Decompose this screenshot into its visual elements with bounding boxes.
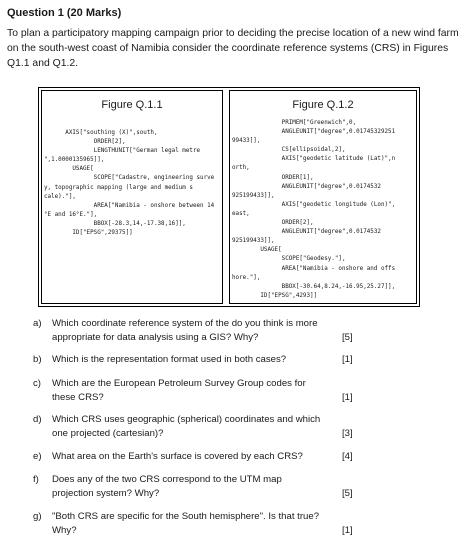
question-marks: [1] [342,524,353,536]
question-letter: a) [33,318,42,329]
figure-q1-2-code: PRIMEM["Greenwich",0, ANGLEUNIT["degree",0.01745329251 99433]], CS[ellipsoidal,2], AXIS["geodetic latitude (Lat)",n orth, ORDER[1], ANGLEUNIT["degree",0.0174532 925199433]], AXIS["geodetic longitude (Lon)", east, ORDER[2], ANGLEUNIT["degree",0.0174532 925199433]], USAGE[ SCOPE["Geodesy."], AREA["Namibia - onshore and offs hore."], BBOX[-30.64,8.24,-16.95,25.27]], ID["EPSG",4293]] [232,120,396,299]
question-letter: c) [33,378,41,389]
question-text: Which CRS uses geographic (spherical) coordinates and which one projected (cartesian)? [52,414,321,439]
figure-q1-2 [229,90,417,304]
figure-q1-1-heading: Figure Q.1.1 [101,99,163,111]
question-letter: d) [33,414,42,425]
question-text: Which coordinate reference system of the do you think is more appropriate for data analysis using a GIS? Why? [52,318,318,343]
question-title: Question 1 (20 Marks) [7,7,122,19]
question-letter: e) [33,451,42,462]
figure-q1-1-code: AXIS["southing (X)",south, ORDER[2], LENGTHUNIT["German legal metre ",1.0000135965]], USAGE[ SCOPE["Cadastre, engineering surve y, topographic mapping (large and medium s cale)."], AREA["Namibia - onshore between 14 °E and 16°E."], BBOX[-28.3,14,-17.38,16]], ID["EPSG",29375]] [44,130,215,237]
question-text: "Both CRS are specific for the South hemisphere". Is that true? Why? [52,511,320,536]
question-letter: b) [33,354,42,365]
figures-box [38,87,420,307]
question-marks: [5] [342,331,353,343]
question-marks: [4] [342,451,353,462]
question-intro: To plan a participatory mapping campaign prior to deciding the precise location of a new wind farm on the south-west coast of Namibia consider the coordinate reference systems (CRS) in Figures Q1.1 and Q1.2. [7,28,459,69]
question-letter: g) [33,511,42,522]
question-marks: [3] [342,427,353,439]
question-marks: [1] [342,354,353,365]
question-text: What area on the Earth's surface is covered by each CRS? [52,451,303,462]
question-marks: [5] [342,487,353,499]
question-text: Does any of the two CRS correspond to the UTM map projection system? Why? [52,474,282,499]
question-letter: f) [33,474,39,485]
question-text: Which is the representation format used in both cases? [52,354,287,365]
figure-q1-2-heading: Figure Q.1.2 [292,99,354,111]
question-text: Which are the European Petroleum Survey Group codes for these CRS? [52,378,306,403]
figure-q1-1 [41,90,223,304]
question-marks: [1] [342,391,353,403]
